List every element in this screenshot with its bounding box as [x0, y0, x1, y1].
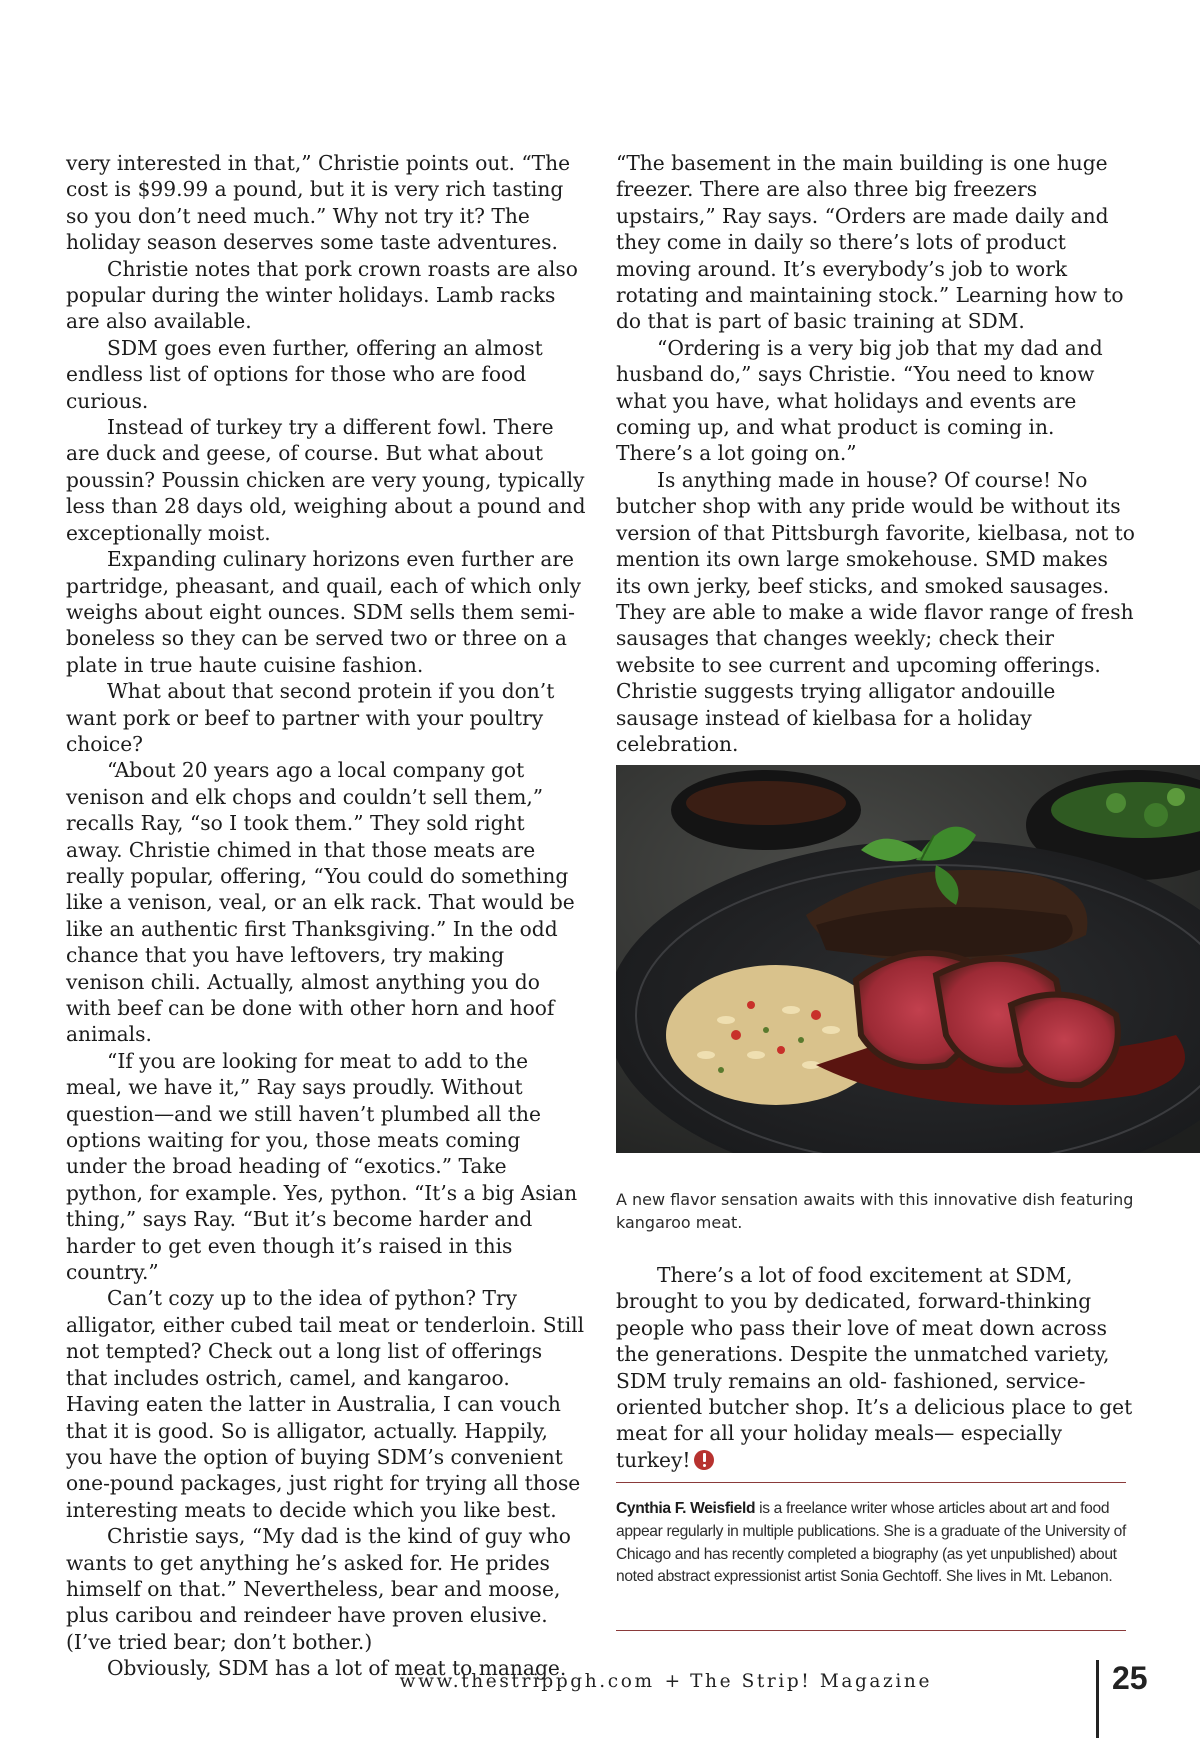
body-paragraph: What about that second protein if you don’t want pork or beef to partner with your poultry choice?: [66, 679, 555, 756]
bio-rule-top: [616, 1482, 1126, 1483]
footer-divider: [1096, 1660, 1099, 1738]
body-paragraph: very interested in that,” Christie points out. “The cost is $99.99 a pound, but it is very rich tasting so you don’t need much.” Why not try it? The holiday season deserves some taste adventures.: [66, 151, 571, 255]
body-paragraph: Obviously, SDM has a lot of meat to manage.: [107, 1656, 567, 1681]
author-bio-text: is a freelance writer whose articles about art and food appear regularly in multiple publications. She is a graduate of the University of Chicago and has recently completed a biography (as yet unpublished) about noted abstract expressionist artist Sonia Gechtoff. She lives in Mt. Lebanon.: [616, 1500, 1126, 1586]
footer-separator: +: [664, 1671, 681, 1692]
photo-caption: A new flavor sensation awaits with this innovative dish featuring kangaroo meat.: [616, 1190, 1134, 1232]
body-paragraph: Christie notes that pork crown roasts are also popular during the winter holidays. Lamb racks are also available.: [66, 256, 578, 334]
right-column: [616, 150, 1136, 757]
page-footer: [400, 1671, 932, 1692]
author-name: Cynthia F. Weisfield: [616, 1500, 756, 1517]
footer-website: www.thestrippgh.com: [399, 1671, 655, 1692]
author-bio: [616, 1498, 1126, 1589]
body-paragraph: “About 20 years ago a local company got venison and elk chops and couldn’t sell them,” recalls Ray, “so I took them.” They sold right away. Christie chimed in that those meats are really popular, offering, “You could do something like a venison, veal, or an elk rack. That would be like an authentic first Thanksgiving.” In the odd chance that you have leftovers, try making venison chili. Actually, almost anything you do with beef can be done with other horn and hoof animals.: [66, 758, 575, 1047]
bio-rule-bottom: [616, 1630, 1126, 1631]
body-paragraph: Christie says, “My dad is the kind of guy who wants to get anything he’s asked for. He prides himself on that.” Nevertheless, bear and moose, plus caribou and reindeer have proven elusive. (I’ve tried bear; don’t bother.): [66, 1524, 571, 1654]
kangaroo-dish-photo: [616, 765, 1200, 1153]
exclamation-circle-icon: [694, 1450, 714, 1470]
food-illustration: [616, 765, 1200, 1153]
body-paragraph: Expanding culinary horizons even further are partridge, pheasant, and quail, each of which only weighs about eight ounces. SDM sells them semi-boneless so they can be served two or three on a plate in true haute cuisine fashion.: [66, 547, 582, 677]
body-paragraph: Is anything made in house? Of course! No butcher shop with any pride would be without its version of that Pittsburgh favorite, kielbasa, not to mention its own large smokehouse. SMD makes its own jerky, beef sticks, and smoked sausages. They are able to make a wide flavor range of fresh sausages that changes weekly; check their website to see current and upcoming offerings. Christie suggests trying alligator andouille sausage instead of kielbasa for a holiday celebration.: [616, 467, 1135, 756]
body-paragraph: Instead of turkey try a different fowl. There are duck and geese, of course. But what about poussin? Poussin chicken are very young, typically less than 28 days old, weighing about a pound and exceptionally moist.: [66, 415, 586, 545]
body-paragraph: “Ordering is a very big job that my dad and husband do,” says Christie. “You need to know what you have, what holidays and events are coming up, and what product is coming in. There’s a lot going on.”: [616, 335, 1103, 466]
page-number: 25: [1112, 1660, 1148, 1696]
closing-paragraph: [616, 1262, 1136, 1473]
body-paragraph: Can’t cozy up to the idea of python? Try alligator, either cubed tail meat or tenderloin. Still not tempted? Check out a long list of offerings that includes ostrich, camel, and kangaroo. Having eaten the latter in Australia, I can vouch that it is good. So is alligator, actually. Happily, you have the option of buying SDM’s convenient one-pound packages, just right for trying all those interesting meats to decide which you like best.: [66, 1286, 585, 1522]
body-paragraph: SDM goes even further, offering an almost endless list of options for those who are food curious.: [66, 335, 543, 413]
body-paragraph: “If you are looking for meat to add to the meal, we have it,” Ray says proudly. Without question—and we still haven’t plumbed all the options waiting for you, those meats coming under the broad heading of “exotics.” Take python, for example. Yes, python. “It’s a big Asian thing,” says Ray. “But it’s become harder and harder to get even though it’s raised in this country.”: [66, 1048, 578, 1285]
footer-magazine-name: The Strip! Magazine: [690, 1671, 932, 1692]
body-paragraph: “The basement in the main building is one huge freezer. There are also three big freezers upstairs,” Ray says. “Orders are made daily and they come in daily so there’s lots of product moving around. It’s everybody’s job to work rotating and maintaining stock.” Learning how to do that is part of basic training at SDM.: [616, 151, 1124, 334]
left-column: [66, 150, 586, 1682]
closing-paragraph-text: There’s a lot of food excitement at SDM, brought to you by dedicated, forward-thinking people who pass their love of meat down across the generations. Despite the unmatched variety, SDM truly remains an old- fashioned, service-oriented butcher shop. It’s a delicious place to get meat for all your holiday meals— especially turkey!: [616, 1263, 1133, 1472]
closing-section: [616, 1262, 1136, 1473]
